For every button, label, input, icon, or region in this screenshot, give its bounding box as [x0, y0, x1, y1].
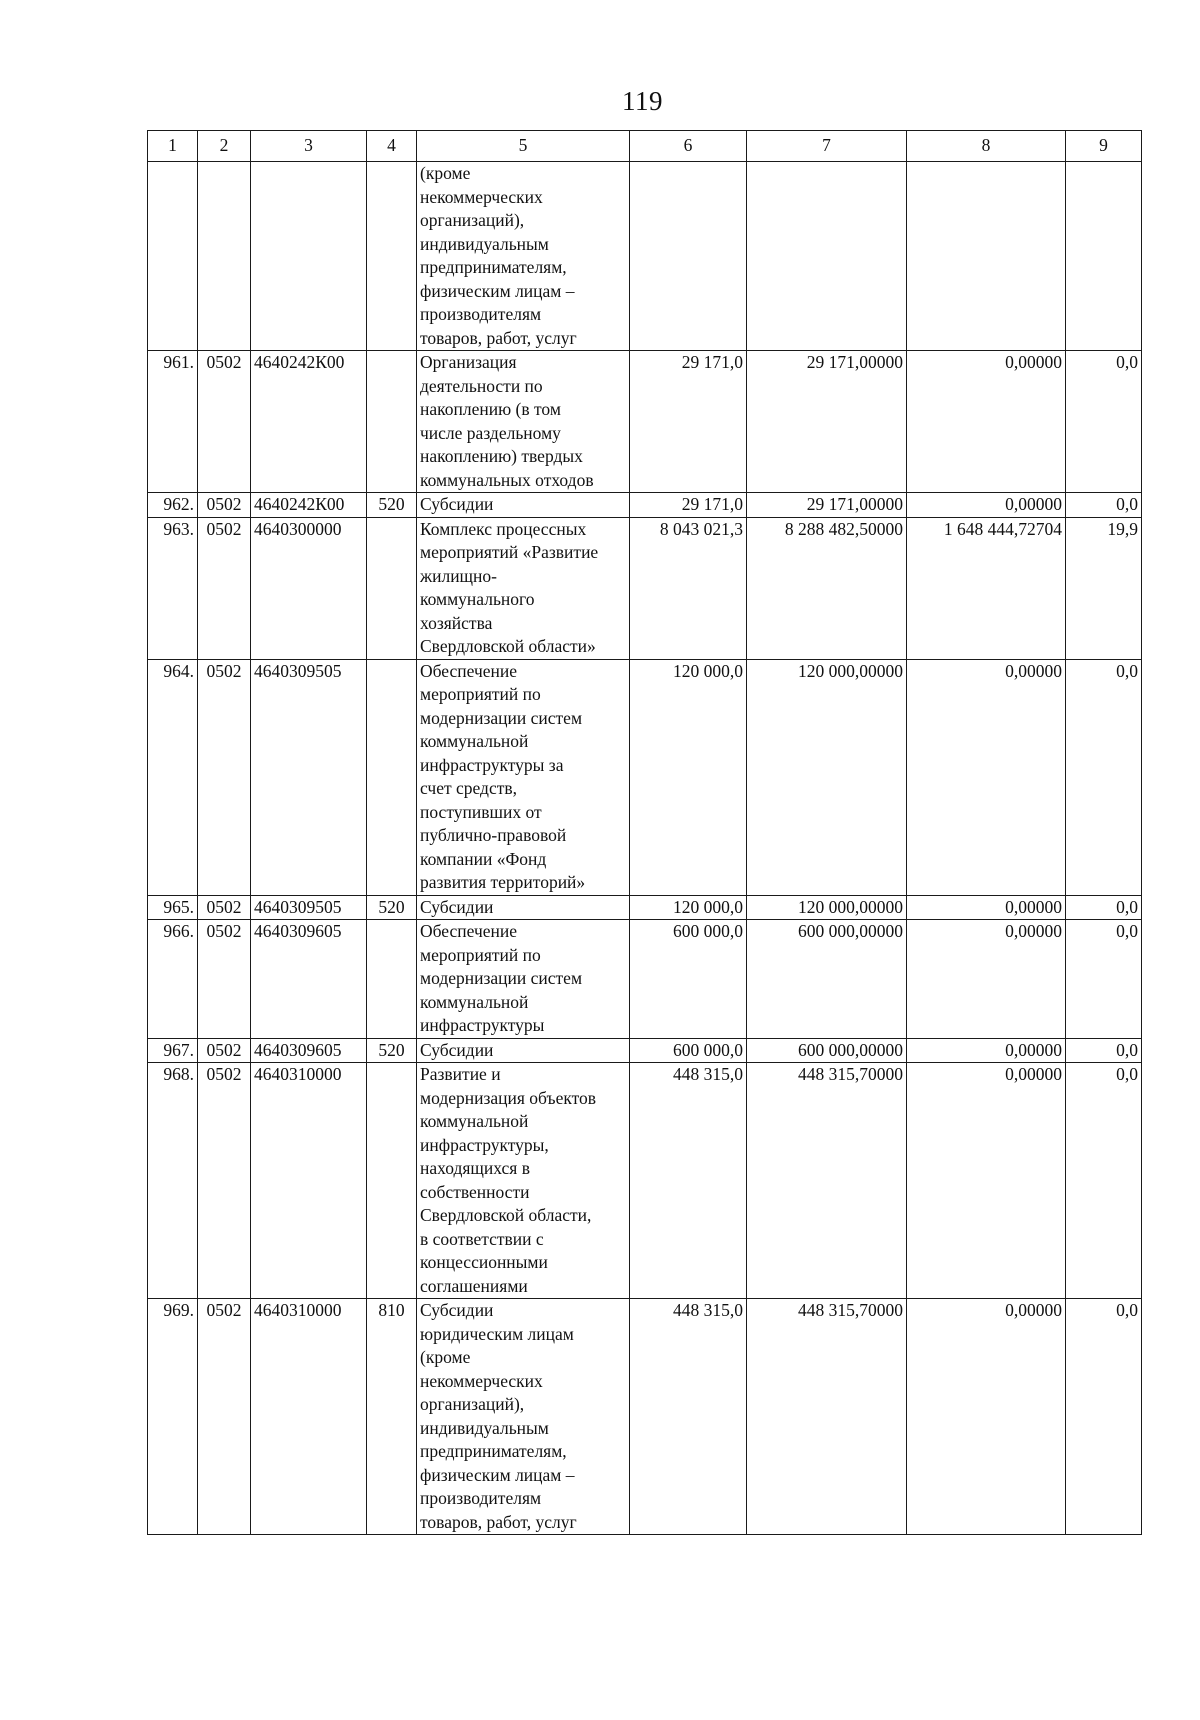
row-number-cell — [148, 517, 198, 659]
execution-percent-cell — [1066, 659, 1142, 895]
item-name-text: Организация деятельности по накоплению (в том числе раздельному накоплению) твердых коммунальных отходов — [420, 352, 594, 490]
execution-percent-cell — [1066, 162, 1142, 351]
section-code-cell — [198, 895, 251, 920]
execution-percent-text: 19,9 — [1107, 518, 1138, 539]
specified-amount-cell — [747, 162, 907, 351]
target-article-cell — [251, 895, 367, 920]
executed-amount-cell — [907, 895, 1066, 920]
plan-amount-cell — [630, 1063, 747, 1299]
plan-amount-cell — [630, 162, 747, 351]
expense-type-text: 810 — [378, 1300, 405, 1320]
plan-amount-cell — [630, 351, 747, 493]
target-article-text: 4640300000 — [254, 518, 342, 539]
item-name-cell — [417, 493, 630, 518]
row-number-text: 968. — [163, 1064, 194, 1084]
expense-type-cell — [367, 920, 417, 1039]
specified-amount-text: 120 000,00000 — [798, 896, 903, 917]
table-row — [148, 517, 1142, 659]
section-code-text: 0502 — [206, 494, 242, 514]
expense-type-text: 520 — [378, 494, 405, 514]
executed-amount-text: 0,00000 — [1005, 494, 1062, 514]
specified-amount-cell — [747, 1299, 907, 1535]
execution-percent-text: 0,0 — [1116, 494, 1138, 514]
plan-amount-text: 448 315,0 — [673, 1300, 743, 1320]
budget-table — [147, 130, 1142, 1535]
plan-amount-text: 29 171,0 — [681, 352, 743, 372]
plan-amount-cell — [630, 517, 747, 659]
plan-amount-cell — [630, 920, 747, 1039]
row-number-cell — [148, 493, 198, 518]
expense-type-cell — [367, 1299, 417, 1535]
column-header: 8 — [907, 131, 1066, 162]
execution-percent-cell — [1066, 351, 1142, 493]
table-header — [148, 131, 1142, 162]
section-code-text: 0502 — [206, 660, 242, 681]
row-number-cell — [148, 1038, 198, 1063]
specified-amount-text: 600 000,00000 — [798, 921, 903, 941]
row-number-cell — [148, 162, 198, 351]
target-article-text: 4640242К00 — [254, 494, 345, 514]
table-row — [148, 162, 1142, 351]
execution-percent-text: 0,0 — [1116, 1064, 1138, 1084]
section-code-text: 0502 — [206, 1064, 242, 1084]
plan-amount-cell — [630, 493, 747, 518]
plan-amount-text: 600 000,0 — [673, 921, 743, 941]
row-number-cell — [148, 920, 198, 1039]
item-name-text: Комплекс процессных мероприятий «Развитие жилищно- коммунального хозяйства Свердловской области» — [420, 518, 599, 656]
table-row — [148, 493, 1142, 518]
item-name-cell — [417, 920, 630, 1039]
plan-amount-text: 448 315,0 — [673, 1064, 743, 1084]
section-code-cell — [198, 493, 251, 518]
specified-amount-text: 120 000,00000 — [798, 660, 903, 681]
execution-percent-cell — [1066, 493, 1142, 518]
executed-amount-cell — [907, 517, 1066, 659]
specified-amount-cell — [747, 659, 907, 895]
plan-amount-text: 120 000,0 — [673, 896, 743, 917]
target-article-text: 4640309505 — [254, 896, 342, 917]
row-number-text: 964. — [163, 660, 194, 681]
expense-type-cell — [367, 1038, 417, 1063]
item-name-text: Развитие и модернизация объектов коммунальной инфраструктуры, находящихся в собственности Свердловской области, в соответствии с концессионными соглашениями — [420, 1064, 597, 1296]
specified-amount-cell — [747, 1038, 907, 1063]
execution-percent-text: 0,0 — [1116, 1300, 1138, 1320]
target-article-cell — [251, 920, 367, 1039]
section-code-text: 0502 — [206, 1300, 242, 1320]
target-article-text: 4640309505 — [254, 660, 342, 681]
executed-amount-cell — [907, 1299, 1066, 1535]
section-code-text: 0502 — [206, 352, 242, 372]
executed-amount-text: 0,00000 — [1005, 896, 1062, 917]
expense-type-cell — [367, 351, 417, 493]
table-row — [148, 920, 1142, 1039]
section-code-cell — [198, 162, 251, 351]
executed-amount-text: 0,00000 — [1005, 660, 1062, 681]
row-number-cell — [148, 1063, 198, 1299]
plan-amount-cell — [630, 1038, 747, 1063]
specified-amount-cell — [747, 517, 907, 659]
column-header: 4 — [367, 131, 417, 162]
executed-amount-text: 0,00000 — [1005, 921, 1062, 941]
item-name-cell — [417, 517, 630, 659]
table-row — [148, 895, 1142, 920]
table-row — [148, 1299, 1142, 1535]
execution-percent-cell — [1066, 920, 1142, 1039]
specified-amount-cell — [747, 351, 907, 493]
column-header: 6 — [630, 131, 747, 162]
expense-type-cell — [367, 493, 417, 518]
target-article-cell — [251, 1299, 367, 1535]
item-name-cell — [417, 162, 630, 351]
execution-percent-text: 0,0 — [1116, 921, 1138, 941]
expense-type-text: 520 — [378, 1039, 405, 1060]
table-row — [148, 659, 1142, 895]
item-name-text: Субсидии — [420, 896, 494, 917]
specified-amount-text: 600 000,00000 — [798, 1039, 903, 1060]
row-number-text: 966. — [163, 921, 194, 941]
executed-amount-text: 0,00000 — [1005, 1064, 1062, 1084]
section-code-text: 0502 — [206, 1039, 242, 1060]
column-header: 3 — [251, 131, 367, 162]
execution-percent-text: 0,0 — [1116, 896, 1138, 917]
item-name-cell — [417, 351, 630, 493]
specified-amount-text: 8 288 482,50000 — [784, 518, 903, 539]
target-article-cell — [251, 1063, 367, 1299]
section-code-text: 0502 — [206, 518, 242, 539]
executed-amount-cell — [907, 351, 1066, 493]
item-name-text: Обеспечение мероприятий по модернизации систем коммунальной инфраструктуры за счет средств, поступивших от публично-правовой компании «Фонд развития территорий» — [420, 660, 586, 892]
expense-type-text: 520 — [378, 896, 405, 917]
target-article-cell — [251, 659, 367, 895]
executed-amount-cell — [907, 162, 1066, 351]
specified-amount-text: 29 171,00000 — [806, 352, 903, 372]
target-article-text: 4640309605 — [254, 921, 342, 941]
item-name-cell — [417, 895, 630, 920]
execution-percent-cell — [1066, 517, 1142, 659]
item-name-text: Субсидии юридическим лицам (кроме некоммерческих организаций), индивидуальным предпринимателям, физическим лицам – производителям товаров, работ, услуг — [420, 1300, 577, 1532]
section-code-cell — [198, 1063, 251, 1299]
target-article-text: 4640310000 — [254, 1300, 342, 1320]
column-header: 2 — [198, 131, 251, 162]
item-name-text: Обеспечение мероприятий по модернизации систем коммунальной инфраструктуры — [420, 921, 583, 1035]
row-number-text: 967. — [163, 1039, 194, 1060]
executed-amount-cell — [907, 493, 1066, 518]
target-article-cell — [251, 351, 367, 493]
executed-amount-text: 0,00000 — [1005, 352, 1062, 372]
target-article-cell — [251, 517, 367, 659]
plan-amount-cell — [630, 1299, 747, 1535]
item-name-cell — [417, 1038, 630, 1063]
plan-amount-text: 120 000,0 — [673, 660, 743, 681]
column-header: 9 — [1066, 131, 1142, 162]
executed-amount-cell — [907, 920, 1066, 1039]
expense-type-cell — [367, 659, 417, 895]
execution-percent-cell — [1066, 895, 1142, 920]
table-row — [148, 351, 1142, 493]
column-header: 1 — [148, 131, 198, 162]
executed-amount-cell — [907, 659, 1066, 895]
item-name-cell — [417, 659, 630, 895]
specified-amount-text: 448 315,70000 — [798, 1064, 903, 1084]
row-number-text: 969. — [163, 1300, 194, 1320]
execution-percent-text: 0,0 — [1116, 352, 1138, 372]
item-name-cell — [417, 1063, 630, 1299]
target-article-text: 4640309605 — [254, 1039, 342, 1060]
expense-type-cell — [367, 517, 417, 659]
section-code-text: 0502 — [206, 921, 242, 941]
specified-amount-cell — [747, 493, 907, 518]
target-article-cell — [251, 162, 367, 351]
row-number-text: 962. — [163, 494, 194, 514]
expense-type-cell — [367, 162, 417, 351]
target-article-text: 4640242К00 — [254, 352, 345, 372]
row-number-cell — [148, 1299, 198, 1535]
target-article-cell — [251, 1038, 367, 1063]
item-name-text: Субсидии — [420, 494, 494, 514]
execution-percent-cell — [1066, 1299, 1142, 1535]
plan-amount-text: 8 043 021,3 — [659, 518, 743, 539]
executed-amount-text: 0,00000 — [1005, 1039, 1062, 1060]
section-code-cell — [198, 920, 251, 1039]
specified-amount-cell — [747, 895, 907, 920]
plan-amount-cell — [630, 659, 747, 895]
row-number-cell — [148, 351, 198, 493]
expense-type-cell — [367, 895, 417, 920]
item-name-text: (кроме некоммерческих организаций), индивидуальным предпринимателям, физическим лицам – производителям товаров, работ, услуг — [420, 163, 577, 348]
table-body — [148, 162, 1142, 1535]
specified-amount-text: 29 171,00000 — [806, 494, 903, 514]
specified-amount-cell — [747, 1063, 907, 1299]
executed-amount-cell — [907, 1063, 1066, 1299]
execution-percent-text: 0,0 — [1116, 1039, 1138, 1060]
plan-amount-cell — [630, 895, 747, 920]
row-number-cell — [148, 659, 198, 895]
section-code-cell — [198, 1299, 251, 1535]
specified-amount-text: 448 315,70000 — [798, 1300, 903, 1320]
plan-amount-text: 29 171,0 — [681, 494, 743, 514]
target-article-cell — [251, 493, 367, 518]
target-article-text: 4640310000 — [254, 1064, 342, 1084]
executed-amount-text: 0,00000 — [1005, 1300, 1062, 1320]
column-header: 7 — [747, 131, 907, 162]
item-name-cell — [417, 1299, 630, 1535]
section-code-cell — [198, 1038, 251, 1063]
page-number: 119 — [622, 86, 663, 116]
row-number-cell — [148, 895, 198, 920]
section-code-cell — [198, 351, 251, 493]
row-number-text: 961. — [163, 352, 194, 372]
expense-type-cell — [367, 1063, 417, 1299]
section-code-text: 0502 — [206, 896, 242, 917]
executed-amount-text: 1 648 444,72704 — [943, 518, 1062, 539]
row-number-text: 963. — [163, 518, 194, 539]
execution-percent-cell — [1066, 1038, 1142, 1063]
plan-amount-text: 600 000,0 — [673, 1039, 743, 1060]
section-code-cell — [198, 517, 251, 659]
row-number-text: 965. — [163, 896, 194, 917]
item-name-text: Субсидии — [420, 1039, 494, 1060]
section-code-cell — [198, 659, 251, 895]
executed-amount-cell — [907, 1038, 1066, 1063]
column-header: 5 — [417, 131, 630, 162]
table-row — [148, 1063, 1142, 1299]
execution-percent-text: 0,0 — [1116, 660, 1138, 681]
execution-percent-cell — [1066, 1063, 1142, 1299]
specified-amount-cell — [747, 920, 907, 1039]
table-row — [148, 1038, 1142, 1063]
